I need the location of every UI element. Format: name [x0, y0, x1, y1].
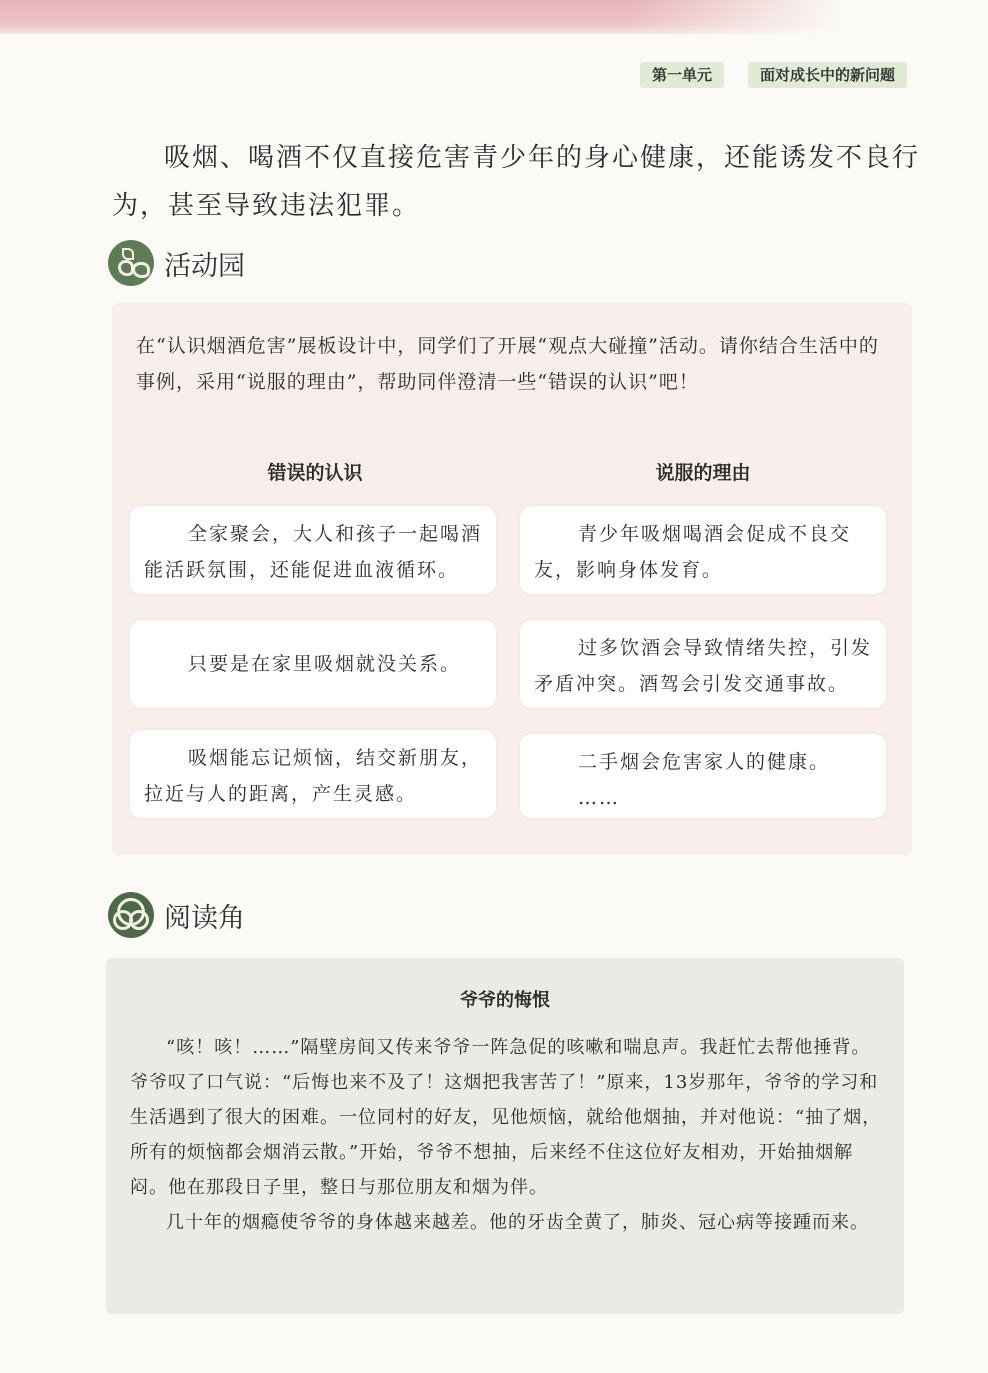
- activity-icon: [108, 240, 154, 286]
- unit-title: 面对成长中的新问题: [748, 62, 907, 88]
- reason-card: [520, 506, 886, 594]
- reading-section-title: 阅读角: [164, 902, 245, 934]
- wrong-view-heading: 错误的认识: [267, 462, 363, 484]
- reason-text: 二手烟会危害家人的健康。: [578, 751, 831, 773]
- reason-text: 过多饮酒会导致情绪失控，引发矛盾冲突。酒驾会引发交通事故。: [534, 637, 873, 695]
- activity-instruction: 在“认识烟酒危害”展板设计中，同学们了开展“观点大碰撞”活动。请你结合生活中的事例，采用“说服的理由”，帮助同伴澄清一些“错误的认识”吧！: [136, 335, 879, 393]
- reason-text: 青少年吸烟喝酒会促成不良交友，影响身体发育。: [534, 523, 852, 581]
- wrong-view-text: 全家聚会，大人和孩子一起喝酒能活跃氛围，还能促进血液循环。: [144, 523, 483, 581]
- reason-heading: 说服的理由: [655, 462, 751, 484]
- story-paragraph: “咳！咳！……”隔壁房间又传来爷爷一阵急促的咳嗽和喘息声。我赶忙去帮他捶背。爷爷叹了口气说：“后悔也来不及了！这烟把我害苦了！”原来，13岁那年，爷爷的学习和生活遇到了很大的困难。一位同村的好友，见他烦恼，就给他烟抽，并对他说：“抽了烟，所有的烦恼都会烟消云散。”开始，爷爷不想抽，后来经不住这位好友相劝，开始抽烟解闷。他在那段日子里，整日与那位朋友和烟为伴。: [130, 1037, 882, 1198]
- wrong-view-card: [130, 620, 496, 708]
- reading-section-header: [108, 892, 245, 938]
- reason-card: [520, 734, 886, 818]
- top-color-band: [0, 0, 988, 34]
- story-paragraph: 几十年的烟瘾使爷爷的身体越来越差。他的牙齿全黄了，肺炎、冠心病等接踵而来。: [166, 1212, 869, 1233]
- reason-ellipsis: ……: [578, 787, 620, 809]
- reason-card: [520, 620, 886, 708]
- unit-label: 第一单元: [640, 62, 724, 88]
- story-title: 爷爷的悔恨: [460, 990, 550, 1011]
- story-body: [130, 1030, 882, 1240]
- intro-text: 吸烟、喝酒不仅直接危害青少年的身心健康，还能诱发不良行为，甚至导致违法犯罪。: [112, 143, 921, 221]
- activity-section-header: [108, 240, 245, 286]
- reading-icon: [108, 892, 154, 938]
- wrong-view-card: [130, 730, 496, 818]
- wrong-view-text: 吸烟能忘记烦恼，结交新朋友，拉近与人的距离，产生灵感。: [144, 747, 483, 805]
- intro-paragraph: [112, 134, 932, 230]
- activity-section-title: 活动园: [164, 250, 245, 282]
- wrong-view-text: 只要是在家里吸烟就没关系。: [188, 653, 462, 675]
- wrong-view-card: [130, 506, 496, 594]
